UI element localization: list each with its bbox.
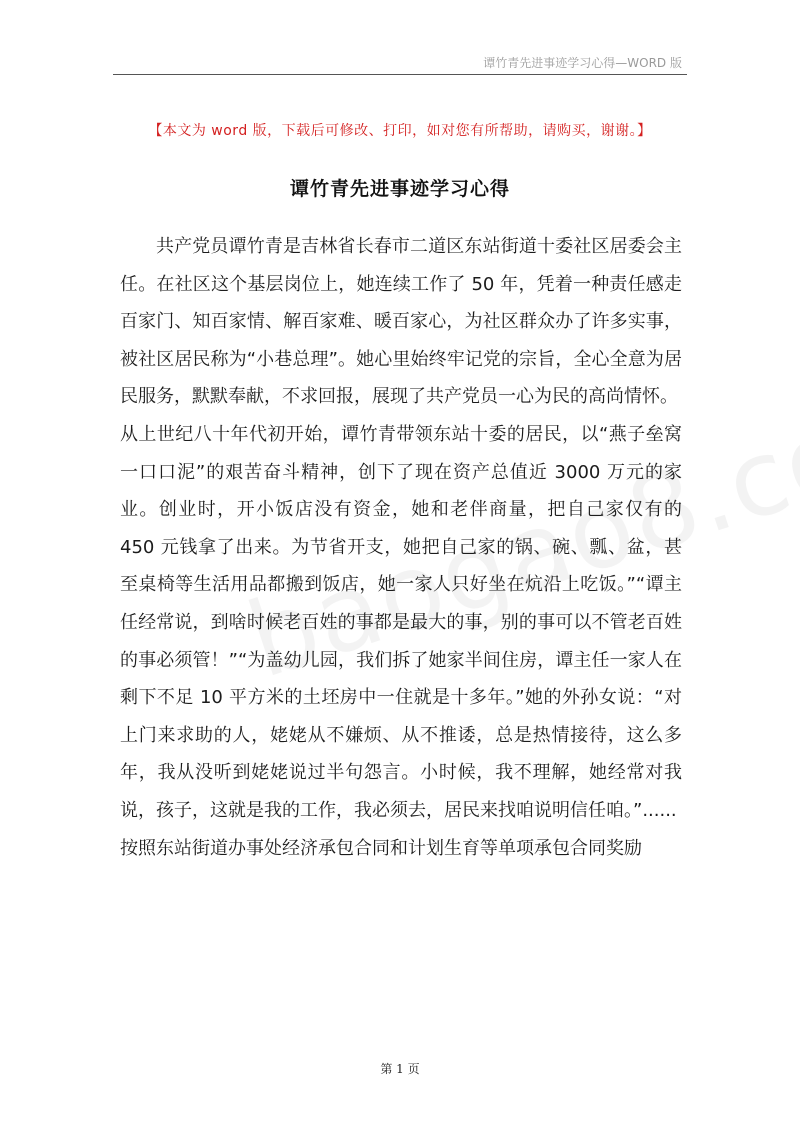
document-body <box>120 228 682 867</box>
page-number: 第 1 页 <box>380 1062 420 1076</box>
body-paragraph-2: 从上世纪八十年代初开始，谭竹青带领东站十委的居民，以“燕子垒窝一口口泥”的艰苦奋斗精神，创下了现在资产总值近 3000 万元的家业。创业时，开小饭店没有资金，她和老伴商量，把自己家仅有的 450 元钱拿了出来。为节省开支，她把自己家的锅、碗、瓢、盆，甚至桌椅等生活用品都搬到饭店，她一家人只好坐在炕沿上吃饭。”“谭主任经常说，到啥时候老百姓的事都是最大的事，别的事可以不管老百姓的事必须管！”“为盖幼儿园，我们拆了她家半间住房，谭主任一家人在剩下不足 10 平方米的土坯房中一住就是十多年。”她的外孙女说：“对上门来求助的人，姥姥从不嫌烦、从不推诿，总是热情接待，这么多年，我从没听到姥姥说过半句怨言。小时候，我不理解，她经常对我说，孩子，这就是我的工作，我必须去，居民来找咱说明信任咱。”...... <box>120 423 682 821</box>
body-paragraph-1: 共产党员谭竹青是吉林省长春市二道区东站街道十委社区居委会主任。在社区这个基层岗位上，她连续工作了 50 年，凭着一种责任感走百家门、知百家情、解百家难、暖百家心，为社区群众办了许多实事，被社区居民称为“小巷总理”。她心里始终牢记党的宗旨，全心全意为居民服务，默默奉献，不求回报，展现了共产党员一心为民的高尚情怀。 <box>120 236 682 408</box>
body-paragraph-3: 按照东站街道办事处经济承包合同和计划生育等单项承包合同奖励 <box>120 837 642 859</box>
document-title: 谭竹青先进事迹学习心得 <box>289 178 510 200</box>
header-divider <box>113 74 687 75</box>
running-header: 谭竹青先进事迹学习心得—WORD 版 <box>483 56 682 70</box>
purchase-notice: 【本文为 word 版，下载后可修改、打印，如对您有所帮助，请购买，谢谢。】 <box>148 123 652 139</box>
